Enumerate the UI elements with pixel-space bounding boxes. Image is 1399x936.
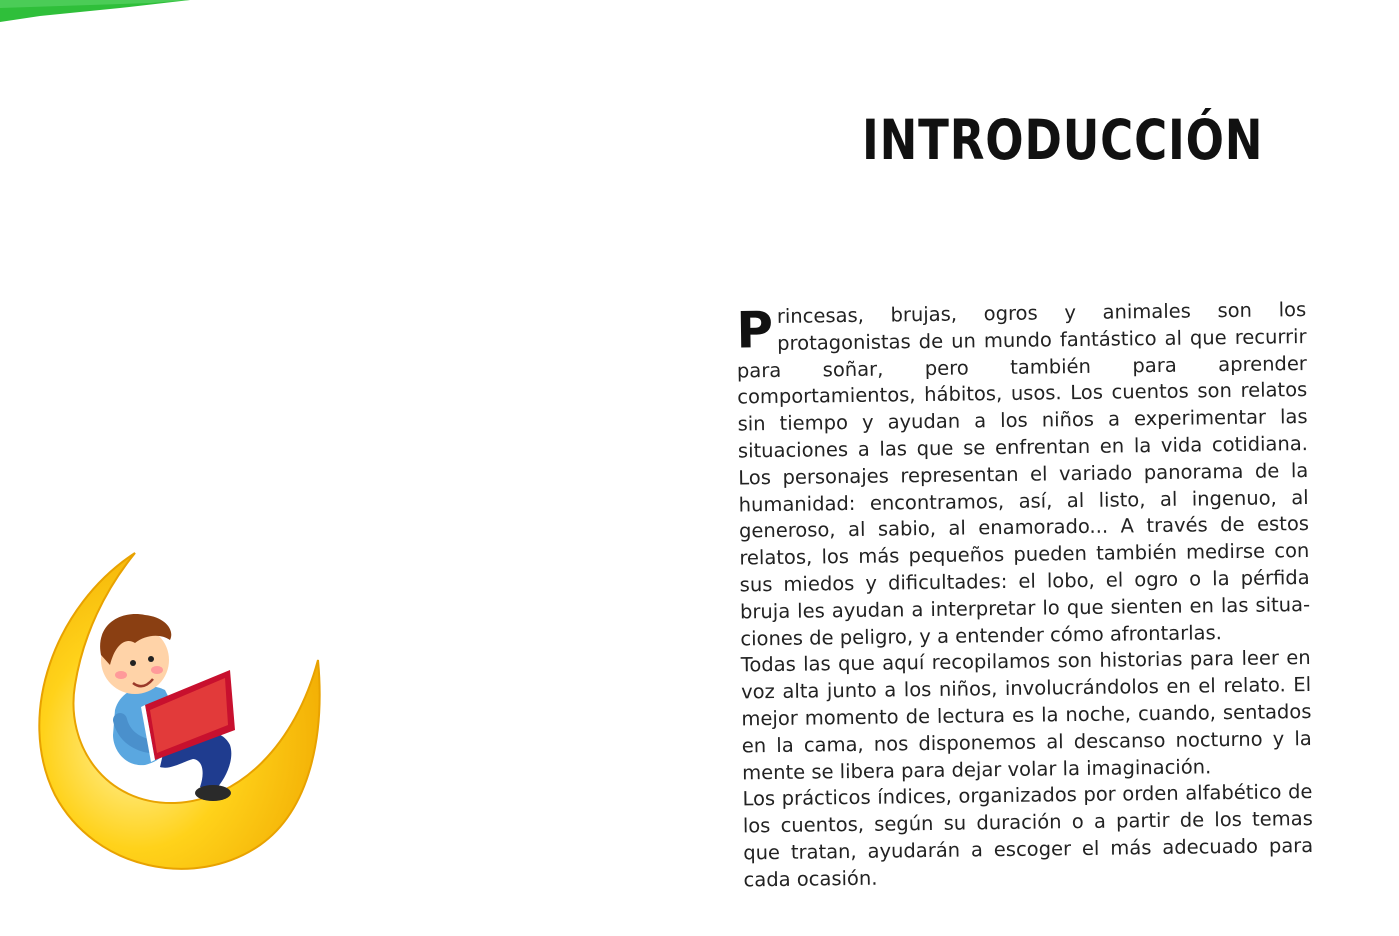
paragraph-2: Todas las que aquí recopilamos son historias para leer en voz alta junto a los niños, involucrándolos en el relato. El mejor momento de lectura es la noche, cuando, sentados en la cama, nos disponemos al descanso nocturno y la mente se libera para dejar volar la imaginación. [740,646,1312,784]
drop-cap: P [736,300,774,360]
paragraph-3: Los prácticos índices, organizados por orden alfabético de los cuentos, según su duración o a partir de los temas que tratan, ayudarán a escoger el más adecuado para cada ocasión. [742,780,1314,892]
page-title: INTRODUCCIÓN [862,108,1264,172]
boy-on-moon-illustration [25,545,330,885]
paragraph-1-text: rincesas, brujas, ogros y animales son los protagonistas de un mundo fantástico al que recurrir para soñar, pero también para aprender comportamientos, hábitos, usos. Los cuentos son relatos sin tiempo y ayudan a los niños a experimentar las situaciones a las que se enfrentan en la vida cotidiana. Los personajes representan el variado panorama de la humanidad: encontramos, así, al listo, al ingenuo, al generoso, al sabio, al enamorado... A través de estos relatos, los más pequeños pueden también medirse con sus miedos y dificultades: el lobo, el ogro o la pérfida bruja les ayudan a interpretar lo que sienten en las situaciones de peligro, y a entender cómo afrontarlas. [736,297,1311,650]
paragraph-1 [736,297,1311,653]
introduction-text [736,297,1314,894]
